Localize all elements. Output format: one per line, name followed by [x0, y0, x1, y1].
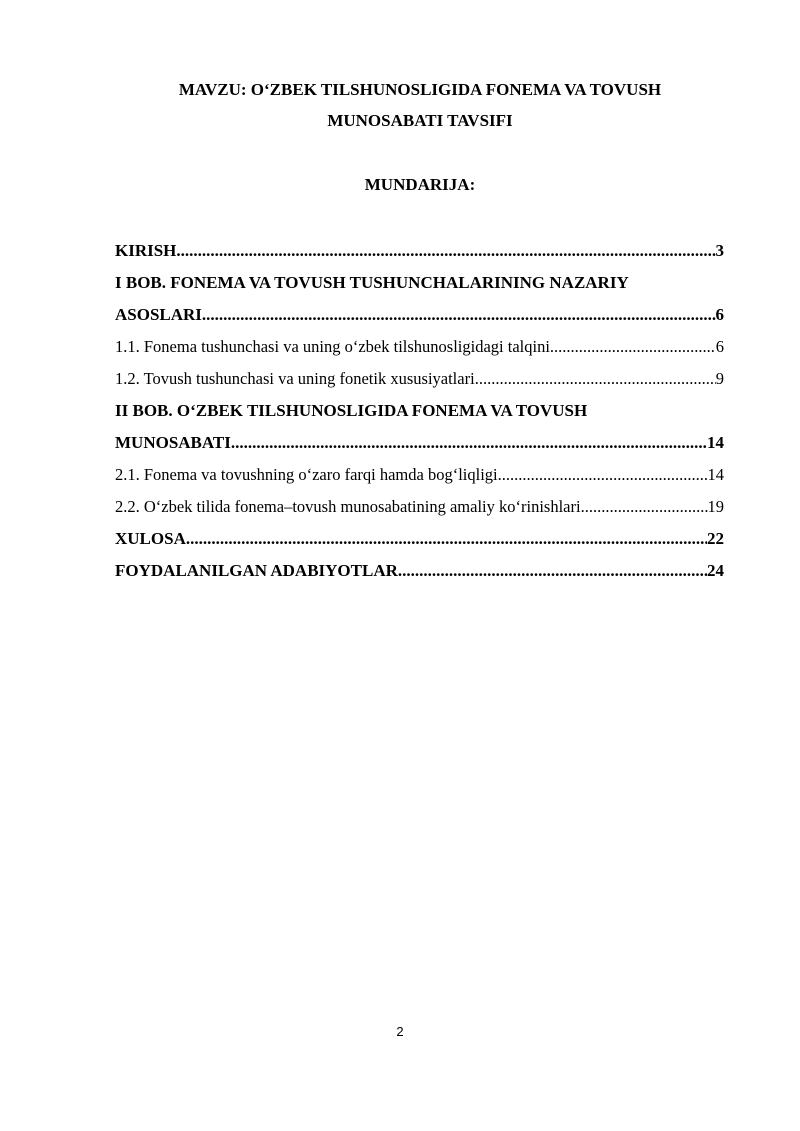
dot-leader [398, 555, 707, 587]
toc-entry-2-1[interactable] [115, 459, 724, 491]
toc-entry-page: 22 [707, 529, 724, 548]
toc-entry-page: 6 [715, 337, 724, 356]
dot-leader [581, 491, 708, 523]
toc-entry-label: 2.2. O‘zbek tilida fonema–tovush munosabatining amaliy ko‘rinishlari [115, 497, 581, 516]
toc-entry-xulosa[interactable] [115, 523, 724, 555]
toc-entry-page: 14 [707, 433, 724, 452]
toc-entry-label: FOYDALANILGAN ADABIYOTLAR [115, 561, 398, 580]
toc-entry-label: KIRISH [115, 241, 177, 260]
toc-entry-bob-2[interactable] [115, 395, 724, 459]
toc-entry-bob-1[interactable] [115, 267, 724, 331]
dot-leader [498, 459, 708, 491]
page-number: 2 [396, 1024, 404, 1039]
title-line-2: MUNOSABATI TAVSIFI [327, 111, 513, 130]
dot-leader [176, 235, 715, 267]
toc-entry-page: 3 [715, 241, 724, 260]
dot-leader [550, 331, 716, 363]
toc-entry-label-line-1: I BOB. FONEMA VA TOVUSH TUSHUNCHALARINING NAZARIY [115, 273, 629, 292]
toc-entry-adabiyotlar[interactable] [115, 555, 724, 587]
dot-leader [475, 363, 716, 395]
toc-heading: MUNDARIJA: [364, 175, 476, 194]
toc-entry-1-1[interactable] [115, 331, 724, 363]
toc-entry-page: 9 [715, 369, 724, 388]
toc-entry-page: 24 [707, 561, 724, 580]
dot-leader [186, 523, 707, 555]
title-line-1: MAVZU: O‘ZBEK TILSHUNOSLIGIDA FONEMA VA TOVUSH [178, 80, 662, 99]
toc-entry-label: 1.2. Tovush tushunchasi va uning fonetik xususiyatlari [115, 369, 475, 388]
table-of-contents [115, 235, 724, 587]
toc-entry-label: XULOSA [115, 529, 186, 548]
toc-entry-2-2[interactable] [115, 491, 724, 523]
toc-entry-label-line-2: MUNOSABATI [115, 433, 231, 452]
document-title [115, 74, 725, 136]
toc-entry-1-2[interactable] [115, 363, 724, 395]
toc-entry-page: 14 [707, 465, 724, 484]
toc-entry-label: 1.1. Fonema tushunchasi va uning o‘zbek tilshunosligidagi talqini [115, 337, 550, 356]
toc-entry-kirish[interactable] [115, 235, 724, 267]
toc-entry-page: 6 [715, 305, 724, 324]
dot-leader [202, 299, 716, 331]
toc-entry-label: 2.1. Fonema va tovushning o‘zaro farqi hamda bog‘liqligi [115, 465, 498, 484]
toc-entry-page: 19 [707, 497, 724, 516]
dot-leader [231, 427, 707, 459]
toc-entry-label-line-1: II BOB. O‘ZBEK TILSHUNOSLIGIDA FONEMA VA TOVUSH [115, 401, 588, 420]
toc-entry-label-line-2: ASOSLARI [115, 305, 202, 324]
